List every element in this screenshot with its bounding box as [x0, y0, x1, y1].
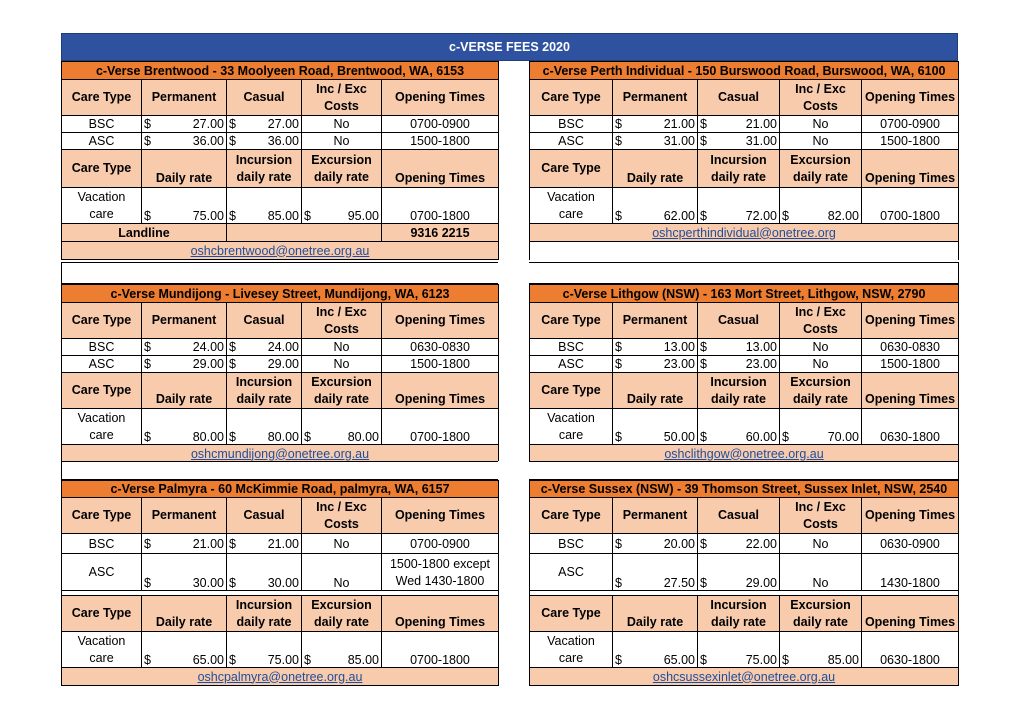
permanent-fee: $ 31.00 [613, 133, 698, 150]
opening-times: 1500-1800 [862, 356, 959, 373]
daily-rate: $ 80.00 [142, 409, 227, 445]
email-link[interactable]: oshcpalmyra@onetree.org.au [62, 668, 499, 686]
casual-fee: $ 27.00 [227, 116, 302, 133]
casual-fee: $ 36.00 [227, 133, 302, 150]
header-care-type: Care Type [62, 150, 142, 188]
permanent-fee: $ 30.00 [142, 554, 227, 591]
casual-fee: $ 29.00 [227, 356, 302, 373]
permanent-fee: $ 21.00 [142, 534, 227, 554]
header-excursion: Excursion daily rate [302, 150, 382, 188]
header-inc-exc: Inc / Exc Costs [780, 303, 862, 339]
opening-times: 0700-0900 [382, 534, 499, 554]
permanent-fee: $ 27.50 [613, 554, 698, 591]
opening-times: 1500-1800 [862, 133, 959, 150]
header-care-type: Care Type [62, 80, 142, 116]
permanent-fee: $ 23.00 [613, 356, 698, 373]
email-link[interactable]: oshcperthindividual@onetree.org [530, 224, 959, 242]
header-inc-exc: Inc / Exc Costs [302, 80, 382, 116]
header-opening-times: Opening Times [382, 80, 499, 116]
excursion-rate: $ 70.00 [780, 409, 862, 445]
email-link[interactable]: oshcmundijong@onetree.org.au [62, 445, 499, 463]
header-care-type: Care Type [62, 498, 142, 534]
opening-times: 0630-0830 [382, 339, 499, 356]
header-casual: Casual [698, 498, 780, 534]
centre-mundijong [61, 284, 499, 463]
header-opening-times: Opening Times [862, 596, 959, 632]
care-type-vacation: Vacation care [62, 409, 142, 445]
header-care-type: Care Type [530, 596, 613, 632]
opening-times: 0700-1800 [382, 188, 499, 224]
care-type: BSC [530, 116, 613, 133]
header-incursion: Incursion daily rate [698, 150, 780, 188]
opening-times: 0700-1800 [382, 409, 499, 445]
header-daily-rate: Daily rate [142, 373, 227, 409]
opening-times: 1500-1800 except Wed 1430-1800 [382, 554, 499, 591]
excursion-rate: $ 85.00 [780, 632, 862, 668]
opening-times: 1500-1800 [382, 133, 499, 150]
header-care-type: Care Type [62, 303, 142, 339]
permanent-fee: $ 21.00 [613, 116, 698, 133]
header-permanent: Permanent [142, 80, 227, 116]
incursion-rate: $ 72.00 [698, 188, 780, 224]
header-daily-rate: Daily rate [142, 596, 227, 632]
inc-exc: No [302, 356, 382, 373]
header-daily-rate: Daily rate [613, 150, 698, 188]
care-type-vacation: Vacation care [530, 409, 613, 445]
opening-times: 0630-0900 [862, 534, 959, 554]
opening-times: 1500-1800 [382, 356, 499, 373]
header-opening-times: Opening Times [862, 373, 959, 409]
header-care-type: Care Type [62, 596, 142, 632]
header-permanent: Permanent [613, 80, 698, 116]
permanent-fee: $ 20.00 [613, 534, 698, 554]
header-incursion: Incursion daily rate [227, 596, 302, 632]
casual-fee: $ 21.00 [227, 534, 302, 554]
care-type: BSC [62, 339, 142, 356]
incursion-rate: $ 60.00 [698, 409, 780, 445]
opening-times: 0630-1800 [862, 632, 959, 668]
header-opening-times: Opening Times [862, 150, 959, 188]
header-daily-rate: Daily rate [142, 150, 227, 188]
header-incursion: Incursion daily rate [698, 596, 780, 632]
incursion-rate: $ 75.00 [698, 632, 780, 668]
care-type: ASC [530, 356, 613, 373]
casual-fee: $ 21.00 [698, 116, 780, 133]
care-type: ASC [62, 133, 142, 150]
header-incursion: Incursion daily rate [227, 150, 302, 188]
header-opening-times: Opening Times [862, 303, 959, 339]
permanent-fee: $ 27.00 [142, 116, 227, 133]
care-type-vacation: Vacation care [530, 632, 613, 668]
care-type-vacation: Vacation care [530, 188, 613, 224]
header-opening-times: Opening Times [862, 498, 959, 534]
excursion-rate: $ 95.00 [302, 188, 382, 224]
excursion-rate: $ 85.00 [302, 632, 382, 668]
casual-fee: $ 29.00 [698, 554, 780, 591]
daily-rate: $ 65.00 [613, 632, 698, 668]
inc-exc: No [780, 554, 862, 591]
centre-perth-individual [529, 61, 959, 260]
excursion-rate: $ 82.00 [780, 188, 862, 224]
centre-sussex [529, 480, 959, 686]
casual-fee: $ 23.00 [698, 356, 780, 373]
daily-rate: $ 50.00 [613, 409, 698, 445]
header-opening-times: Opening Times [382, 596, 499, 632]
opening-times: 1430-1800 [862, 554, 959, 591]
header-casual: Casual [227, 80, 302, 116]
header-permanent: Permanent [613, 498, 698, 534]
header-permanent: Permanent [142, 303, 227, 339]
header-daily-rate: Daily rate [613, 596, 698, 632]
page-title: c-VERSE FEES 2020 [61, 33, 958, 61]
casual-fee: $ 13.00 [698, 339, 780, 356]
permanent-fee: $ 29.00 [142, 356, 227, 373]
care-type: ASC [62, 554, 142, 591]
casual-fee: $ 31.00 [698, 133, 780, 150]
opening-times: 0700-0900 [862, 116, 959, 133]
inc-exc: No [302, 116, 382, 133]
header-excursion: Excursion daily rate [780, 373, 862, 409]
email-link[interactable]: oshcsussexinlet@onetree.org.au [530, 668, 959, 686]
centre-lithgow [529, 284, 959, 463]
opening-times: 0700-1800 [382, 632, 499, 668]
header-casual: Casual [227, 498, 302, 534]
inc-exc: No [780, 534, 862, 554]
excursion-rate: $ 80.00 [302, 409, 382, 445]
opening-times: 0630-1800 [862, 409, 959, 445]
inc-exc: No [780, 339, 862, 356]
header-inc-exc: Inc / Exc Costs [780, 80, 862, 116]
daily-rate: $ 75.00 [142, 188, 227, 224]
opening-times: 0630-0830 [862, 339, 959, 356]
header-opening-times: Opening Times [382, 150, 499, 188]
inc-exc: No [302, 339, 382, 356]
landline-label: Landline [62, 224, 227, 242]
header-inc-exc: Inc / Exc Costs [302, 498, 382, 534]
care-type: BSC [530, 339, 613, 356]
centre-title: c-Verse Brentwood - 33 Moolyeen Road, Brentwood, WA, 6153 [62, 62, 499, 80]
inc-exc: No [780, 133, 862, 150]
casual-fee: $ 22.00 [698, 534, 780, 554]
email-link[interactable]: oshcbrentwood@onetree.org.au [62, 242, 499, 260]
header-permanent: Permanent [142, 498, 227, 534]
header-excursion: Excursion daily rate [780, 150, 862, 188]
header-opening-times: Opening Times [382, 498, 499, 534]
inc-exc: No [780, 116, 862, 133]
header-care-type: Care Type [62, 373, 142, 409]
header-excursion: Excursion daily rate [302, 373, 382, 409]
header-care-type: Care Type [530, 80, 613, 116]
centre-title: c-Verse Mundijong - Livesey Street, Mundijong, WA, 6123 [62, 285, 499, 303]
header-casual: Casual [698, 80, 780, 116]
daily-rate: $ 65.00 [142, 632, 227, 668]
opening-times: 0700-0900 [382, 116, 499, 133]
centre-title: c-Verse Sussex (NSW) - 39 Thomson Street, Sussex Inlet, NSW, 2540 [530, 481, 959, 498]
header-incursion: Incursion daily rate [698, 373, 780, 409]
inc-exc: No [780, 356, 862, 373]
care-type-vacation: Vacation care [62, 188, 142, 224]
header-casual: Casual [227, 303, 302, 339]
header-inc-exc: Inc / Exc Costs [302, 303, 382, 339]
header-care-type: Care Type [530, 373, 613, 409]
care-type-vacation: Vacation care [62, 632, 142, 668]
casual-fee: $ 30.00 [227, 554, 302, 591]
header-opening-times: Opening Times [862, 80, 959, 116]
header-excursion: Excursion daily rate [302, 596, 382, 632]
header-opening-times: Opening Times [382, 373, 499, 409]
header-incursion: Incursion daily rate [227, 373, 302, 409]
centre-palmyra [61, 480, 499, 686]
inc-exc: No [302, 554, 382, 591]
inc-exc: No [302, 133, 382, 150]
incursion-rate: $ 85.00 [227, 188, 302, 224]
casual-fee: $ 24.00 [227, 339, 302, 356]
header-care-type: Care Type [530, 498, 613, 534]
care-type: BSC [530, 534, 613, 554]
incursion-rate: $ 75.00 [227, 632, 302, 668]
care-type: ASC [530, 554, 613, 591]
care-type: BSC [62, 534, 142, 554]
care-type: BSC [62, 116, 142, 133]
inc-exc: No [302, 534, 382, 554]
opening-times: 0700-1800 [862, 188, 959, 224]
email-link[interactable]: oshclithgow@onetree.org.au [530, 445, 959, 463]
header-daily-rate: Daily rate [613, 373, 698, 409]
header-opening-times: Opening Times [382, 303, 499, 339]
header-care-type: Care Type [530, 303, 613, 339]
incursion-rate: $ 80.00 [227, 409, 302, 445]
care-type: ASC [62, 356, 142, 373]
care-type: ASC [530, 133, 613, 150]
centre-brentwood [61, 61, 499, 260]
permanent-fee: $ 13.00 [613, 339, 698, 356]
daily-rate: $ 62.00 [613, 188, 698, 224]
permanent-fee: $ 24.00 [142, 339, 227, 356]
permanent-fee: $ 36.00 [142, 133, 227, 150]
header-casual: Casual [698, 303, 780, 339]
header-care-type: Care Type [530, 150, 613, 188]
centre-title: c-Verse Perth Individual - 150 Burswood Road, Burswood, WA, 6100 [530, 62, 959, 80]
header-inc-exc: Inc / Exc Costs [780, 498, 862, 534]
landline-number: 9316 2215 [382, 224, 499, 242]
centre-title: c-Verse Lithgow (NSW) - 163 Mort Street, Lithgow, NSW, 2790 [530, 285, 959, 303]
centre-title: c-Verse Palmyra - 60 McKimmie Road, palmyra, WA, 6157 [62, 481, 499, 498]
header-excursion: Excursion daily rate [780, 596, 862, 632]
header-permanent: Permanent [613, 303, 698, 339]
